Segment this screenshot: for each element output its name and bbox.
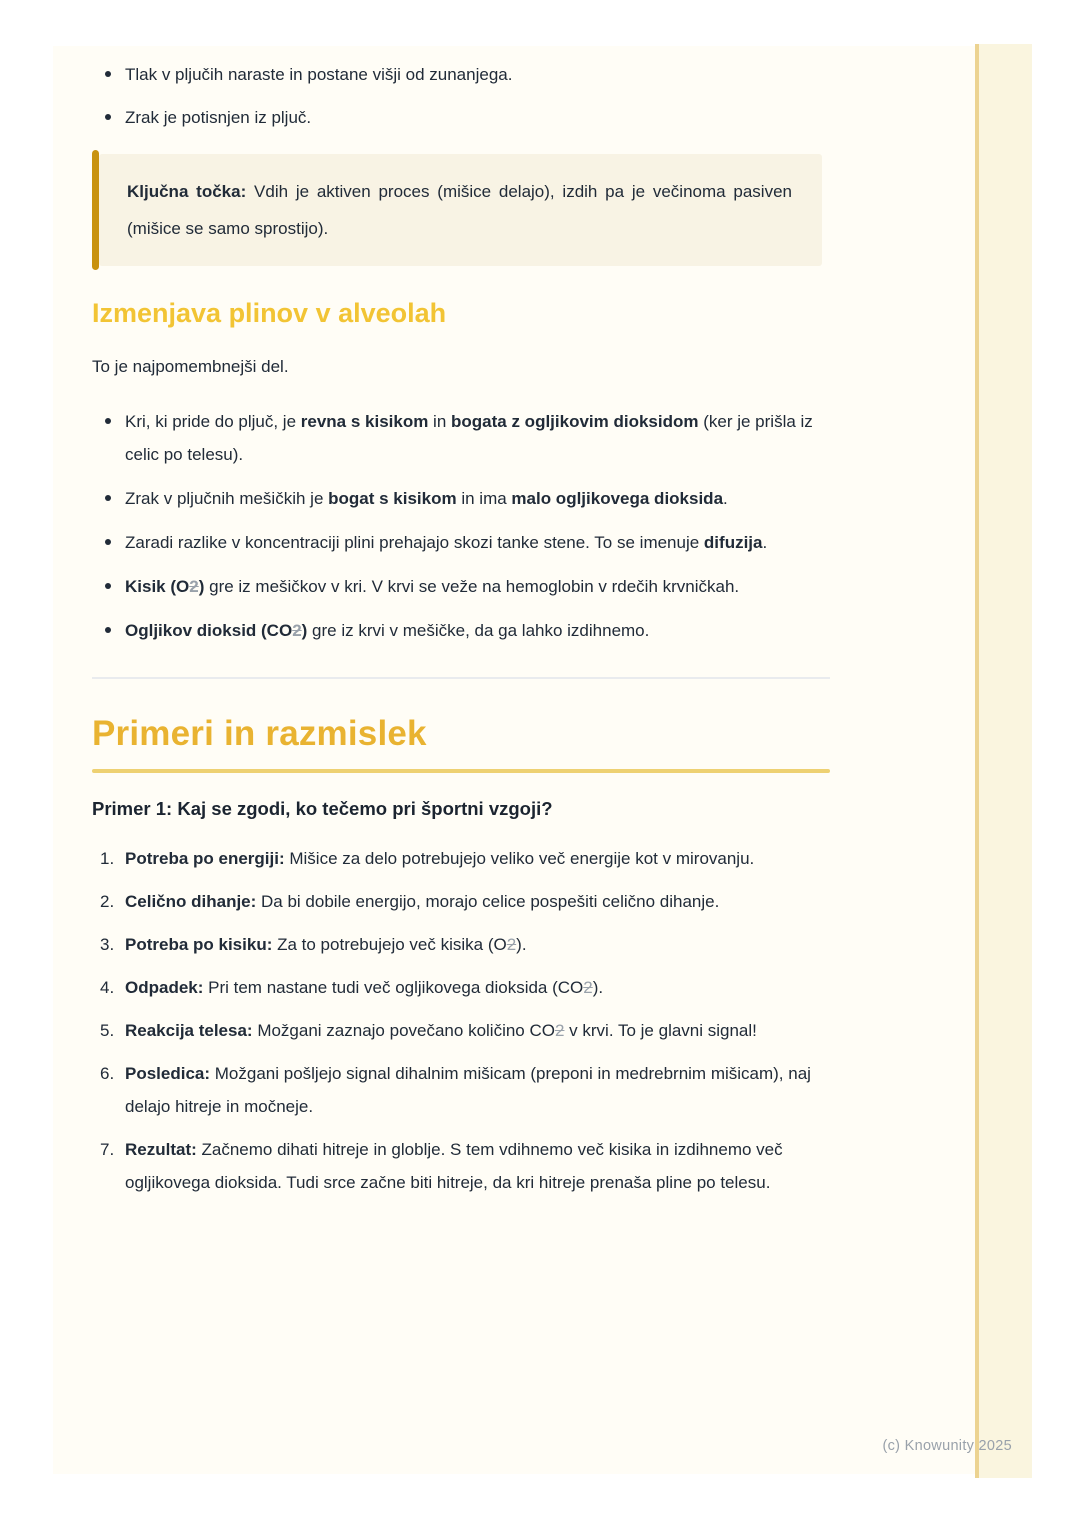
text: Zrak v pljučnih mešičkih je: [125, 489, 329, 508]
callout-accent-bar: [92, 150, 99, 270]
bold-text: Rezultat:: [125, 1140, 197, 1159]
bold-text: ): [198, 577, 205, 596]
example1-heading: Primer 1: Kaj se zgodi, ko tečemo pri športni vzgoji?: [92, 798, 553, 819]
text: Pri tem nastane tudi več ogljikovega dioksida (CO: [203, 978, 584, 997]
page-edge-stripe: [975, 44, 1032, 1478]
bold-text: Potreba po kisiku:: [125, 935, 273, 954]
list-item: [92, 928, 830, 961]
text: Zrak je potisnjen iz pljuč.: [125, 108, 312, 127]
list-item: [92, 482, 830, 515]
list-item: [92, 1057, 830, 1123]
text: Tlak v pljučih naraste in postane višji od zunanjega.: [125, 65, 513, 84]
text: (ker je prišla iz celic po telesu).: [125, 412, 813, 464]
bold-text: difuzija: [703, 533, 763, 552]
list-item: [92, 971, 830, 1004]
text: .: [762, 533, 768, 552]
list-item: [92, 570, 830, 603]
text: Vdih je aktiven proces (mišice delajo), izdih pa je večinoma pasiven (mišice se samo sprostijo).: [127, 182, 792, 238]
page-content: [53, 46, 975, 1199]
list-item: [92, 526, 830, 559]
text: Kri, ki pride do pljuč, je: [125, 412, 301, 431]
bold-text: Celično dihanje:: [125, 892, 257, 911]
text: ).: [516, 935, 527, 954]
bold-text: Potreba po energiji:: [125, 849, 285, 868]
bold-text: Ogljikov dioksid (CO: [125, 621, 293, 640]
text: Za to potrebujejo več kisika (O: [272, 935, 507, 954]
section-divider: [92, 677, 830, 679]
subscript-2: 2: [189, 577, 199, 596]
list-item: [92, 614, 830, 647]
list-item: [92, 885, 830, 918]
section-intro-text: To je najpomembnejši del.: [92, 357, 289, 376]
bold-text: revna s kisikom: [300, 412, 429, 431]
text: Začnemo dihati hitreje in globlje. S tem vdihnemo več kisika in izdihnemo več ogljikovega dioksida. Tudi srce začne biti hitreje, da kri hitreje prenaša pline po telesu.: [125, 1140, 783, 1192]
text: Možgani pošljejo signal dihalnim mišicam (preponi in medrebrnim mišicam), naj delajo hitreje in močneje.: [125, 1064, 811, 1116]
list-item: [92, 1014, 830, 1047]
list-item: [92, 101, 830, 134]
heading-underline: [92, 769, 830, 773]
key-point-callout: [92, 154, 822, 266]
list-item: [92, 842, 830, 875]
callout-text: [99, 154, 822, 266]
text: v krvi. To je glavni signal!: [564, 1021, 757, 1040]
text: Zaradi razlike v koncentraciji plini prehajajo skozi tanke stene. To se imenuje: [125, 533, 704, 552]
bold-text: ): [301, 621, 308, 640]
bold-text: Ključna točka:: [127, 182, 247, 201]
text: Možgani zaznajo povečano količino CO: [252, 1021, 555, 1040]
bold-text: Reakcija telesa:: [125, 1021, 253, 1040]
bold-text: Odpadek:: [125, 978, 204, 997]
text: Mišice za delo potrebujejo veliko več energije kot v mirovanju.: [284, 849, 755, 868]
bold-text: bogata z ogljikovim dioksidom: [451, 412, 699, 431]
bold-text: Posledica:: [125, 1064, 211, 1083]
document-page: [53, 46, 975, 1474]
list-item: [92, 58, 830, 91]
bold-text: Kisik (O: [125, 577, 190, 596]
text: in ima: [456, 489, 512, 508]
text: .: [723, 489, 728, 508]
list-item: [92, 405, 830, 471]
gas-exchange-bullet-list: [92, 405, 830, 647]
exhale-bullet-list: [92, 58, 830, 134]
list-item: [92, 1133, 830, 1199]
watermark: (c) Knowunity 2025: [882, 1438, 1012, 1454]
subscript-2: 2: [292, 621, 302, 640]
bold-text: malo ogljikovega dioksida: [511, 489, 724, 508]
text: Da bi dobile energijo, morajo celice pospešiti celično dihanje.: [256, 892, 720, 911]
page-heading-examples: Primeri in razmislek: [92, 714, 427, 753]
subscript-2: 2: [506, 935, 517, 954]
subscript-2: 2: [583, 978, 593, 997]
example1-steps-list: [92, 842, 830, 1199]
section-heading-gas-exchange: Izmenjava plinov v alveolah: [92, 298, 447, 328]
text: gre iz krvi v mešičke, da ga lahko izdihnemo.: [307, 621, 650, 640]
text: gre iz mešičkov v kri. V krvi se veže na hemoglobin v rdečih krvničkah.: [204, 577, 740, 596]
bold-text: bogat s kisikom: [328, 489, 457, 508]
subscript-2: 2: [554, 1021, 565, 1040]
text: ).: [592, 978, 604, 997]
text: in: [428, 412, 452, 431]
